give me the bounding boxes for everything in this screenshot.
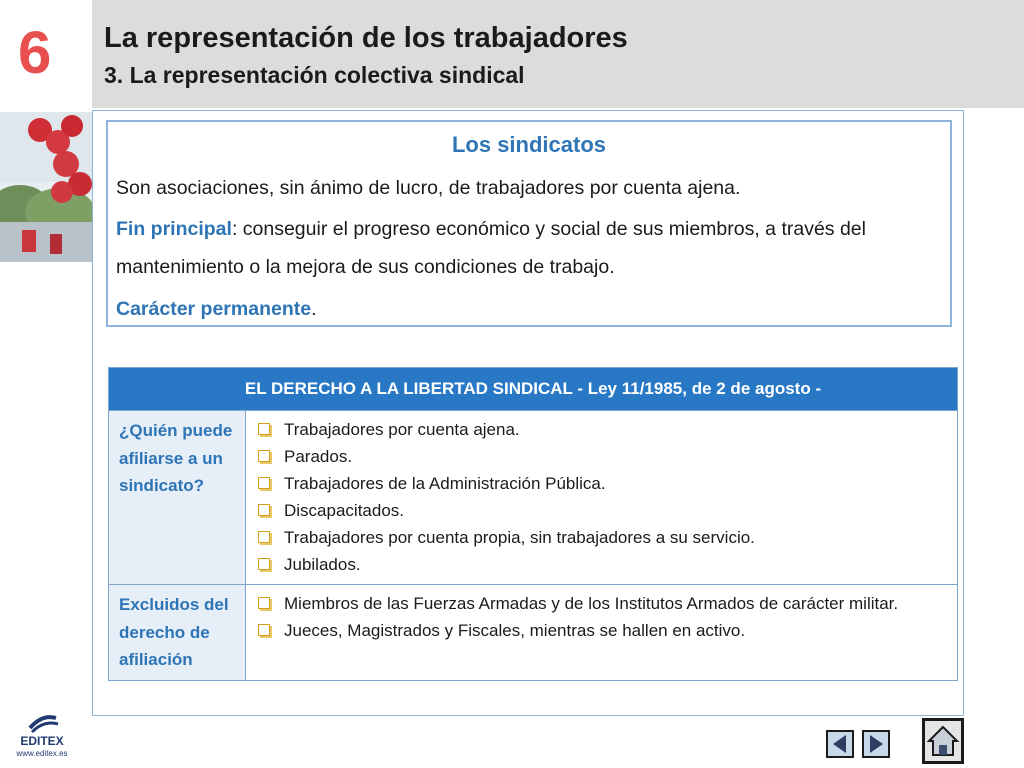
- list-item: Miembros de las Fuerzas Armadas y de los Institutos Armados de carácter militar.: [258, 590, 947, 617]
- triangle-left-icon: [828, 732, 852, 756]
- list-item: Jubilados.: [258, 551, 947, 578]
- sindicatos-heading: Los sindicatos: [451, 132, 607, 157]
- list-item: Trabajadores por cuenta propia, sin trabajadores a su servicio.: [258, 524, 947, 551]
- header-bar: [92, 0, 1024, 108]
- editex-logo-mark: [12, 712, 72, 734]
- fin-principal-text: : conseguir el progreso económico y social de sus miembros, a través del mantenimiento o la mejora de sus condiciones de trabajo.: [116, 218, 866, 278]
- table-header: EL DERECHO A LA LIBERTAD SINDICAL - Ley 11/1985, de 2 de agosto -: [109, 368, 958, 411]
- checkbox-bullet-icon: [258, 558, 270, 570]
- list-item: Parados.: [258, 443, 947, 470]
- checkbox-bullet-icon: [258, 477, 270, 489]
- checkbox-bullet-icon: [258, 624, 270, 636]
- libertad-sindical-table: [108, 367, 958, 681]
- checkbox-bullet-icon: [258, 531, 270, 543]
- page-title: La representación de los trabajadores: [104, 22, 628, 54]
- row-list: [246, 585, 958, 681]
- row-list: [246, 411, 958, 585]
- home-icon: [925, 721, 961, 761]
- row-label: Excluidos del derecho de afiliación: [109, 585, 246, 681]
- row-label: ¿Quién puede afiliarse a un sindicato?: [109, 411, 246, 585]
- chapter-number: 6: [18, 19, 52, 86]
- logo-text: EDITEX: [20, 734, 64, 748]
- triangle-right-icon: [864, 732, 888, 756]
- table-row: [109, 585, 958, 681]
- list-item: Trabajadores de la Administración Pública.: [258, 470, 947, 497]
- list-item: Discapacitados.: [258, 497, 947, 524]
- list-item: Trabajadores por cuenta ajena.: [258, 416, 947, 443]
- table-row: [109, 411, 958, 585]
- fin-principal-paragraph: [116, 210, 942, 286]
- checkbox-bullet-icon: [258, 597, 270, 609]
- protest-photo: [0, 112, 92, 262]
- home-button[interactable]: [922, 718, 964, 764]
- checkbox-bullet-icon: [258, 423, 270, 435]
- checkbox-bullet-icon: [258, 504, 270, 516]
- checkbox-bullet-icon: [258, 450, 270, 462]
- caracter-label: Carácter permanente: [116, 298, 312, 320]
- previous-button[interactable]: [826, 730, 854, 758]
- caracter-suffix: .: [311, 298, 317, 320]
- editex-logo: [12, 712, 72, 762]
- next-button[interactable]: [862, 730, 890, 758]
- chapter-number-box: [0, 0, 92, 108]
- fin-principal-label: Fin principal: [116, 218, 232, 240]
- logo-url: www.editex.es: [16, 749, 68, 758]
- sindicatos-definition: Son asociaciones, sin ánimo de lucro, de trabajadores por cuenta ajena.: [116, 177, 741, 199]
- list-item: Jueces, Magistrados y Fiscales, mientras se hallen en activo.: [258, 617, 947, 644]
- caracter-paragraph: [116, 290, 942, 328]
- sindicatos-box: [106, 120, 952, 327]
- page-subtitle: 3. La representación colectiva sindical: [104, 62, 525, 88]
